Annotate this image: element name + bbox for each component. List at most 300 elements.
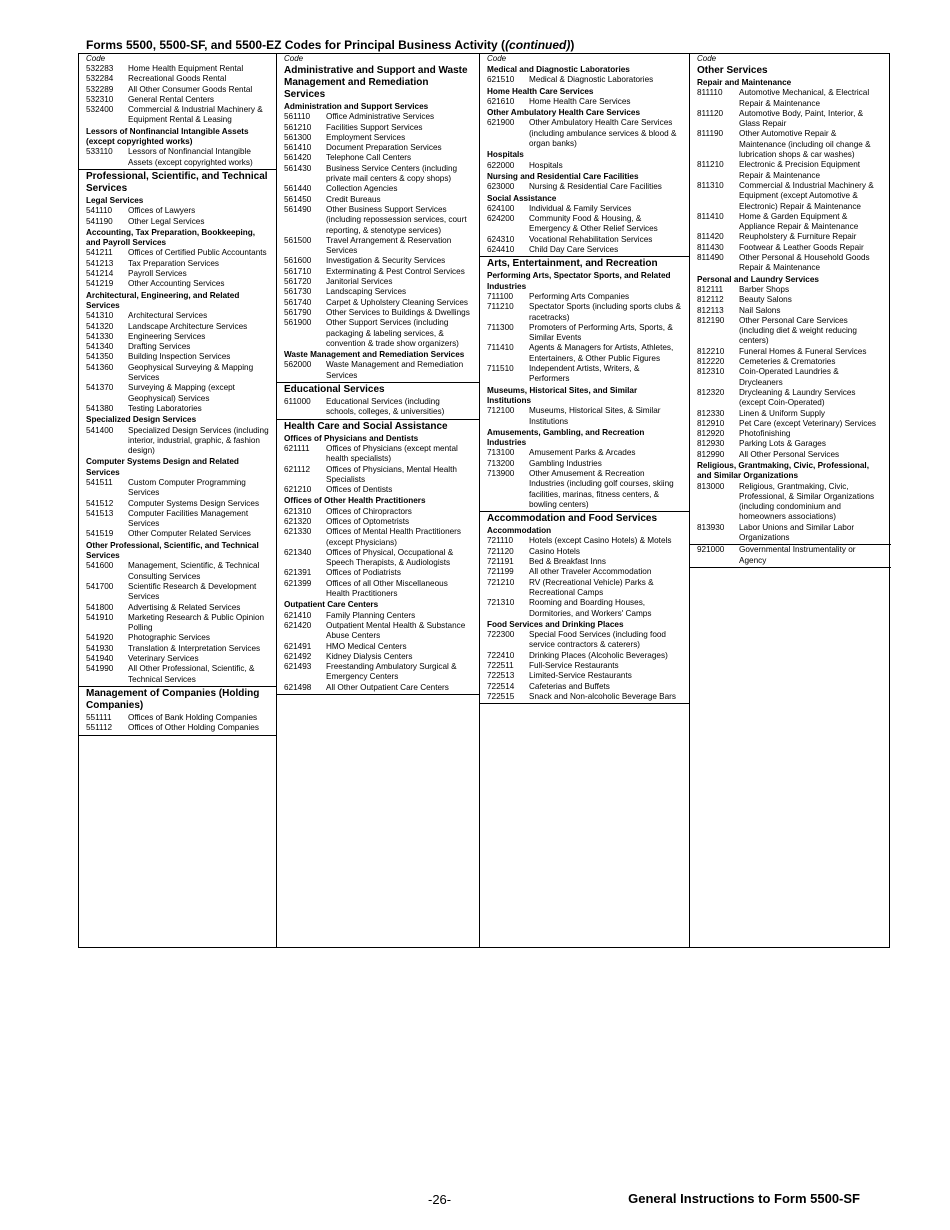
activity-code: 621330 <box>284 527 312 537</box>
activity-description: Child Day Care Services <box>529 245 619 255</box>
activity-code: 713200 <box>487 458 515 468</box>
subsection-heading: Other Professional, Scientific, and Technical Services <box>86 540 259 561</box>
code-row <box>697 88 884 109</box>
activity-description: RV (Recreational Vehicle) Parks & Recreational Camps <box>529 577 654 597</box>
activity-code: 812113 <box>697 305 724 315</box>
activity-code: 562000 <box>284 360 312 370</box>
code-row <box>86 426 269 457</box>
activity-description: Other Personal & Household Goods Repair & Maintenance <box>739 253 870 273</box>
activity-code: 541400 <box>86 425 114 435</box>
activity-code: 811420 <box>697 232 724 242</box>
activity-description: Home Health Equipment Rental <box>128 64 244 73</box>
activity-description: Commercial & Industrial Machinery & Equipment Rental & Leasing <box>128 105 263 125</box>
activity-description: Nursing & Residential Care Facilities <box>529 182 662 192</box>
activity-description: Offices of Optometrists <box>326 516 410 526</box>
code-row <box>284 611 472 621</box>
code-row <box>697 545 884 566</box>
code-row <box>284 277 472 287</box>
subsection-heading: Amusements, Gambling, and Recreation Industries <box>487 427 645 448</box>
code-row <box>487 459 682 469</box>
activity-code: 812330 <box>697 408 725 418</box>
activity-code: 722300 <box>487 630 515 640</box>
code-row <box>697 232 884 242</box>
activity-code: 812910 <box>697 418 725 428</box>
activity-description: Automotive Mechanical, & Electrical Repair & Maintenance <box>739 88 870 108</box>
activity-code: 561440 <box>284 184 312 194</box>
code-row <box>487 97 682 107</box>
code-row <box>86 363 269 384</box>
activity-code: 532284 <box>86 74 114 84</box>
activity-code: 621399 <box>284 578 312 588</box>
activity-code: 721310 <box>487 598 515 608</box>
activity-code: 812111 <box>697 284 724 294</box>
activity-code: 561730 <box>284 287 312 297</box>
subsection-heading: Computer Systems Design and Related Services <box>86 457 239 477</box>
code-row <box>86 259 269 269</box>
activity-code: 541513 <box>86 508 114 518</box>
activity-description: Other Accounting Services <box>128 279 225 289</box>
code-row <box>284 112 472 122</box>
code-row <box>697 212 884 233</box>
code-row <box>284 621 472 642</box>
activity-code: 711510 <box>487 364 514 374</box>
activity-code: 812310 <box>697 367 725 377</box>
activity-code: 561740 <box>284 297 312 307</box>
activity-description: Nail Salons <box>739 305 781 315</box>
activity-code: 541211 <box>86 248 113 258</box>
activity-description: Spectator Sports (including sports clubs & racetracks) <box>529 302 681 322</box>
subsection-heading: Other Ambulatory Health Care Services <box>487 108 641 118</box>
activity-code: 621210 <box>284 485 312 495</box>
code-row <box>284 133 472 143</box>
code-row <box>86 664 269 685</box>
code-row <box>487 661 682 671</box>
activity-description: Full-Service Restaurants <box>529 661 619 671</box>
activity-description: Scientific Research & Development Services <box>128 581 257 602</box>
code-row <box>86 64 269 74</box>
code-row <box>284 568 472 578</box>
code-row <box>86 269 269 279</box>
code-row <box>487 182 682 192</box>
code-row <box>86 206 269 216</box>
activity-description: Snack and Non-alcoholic Beverage Bars <box>529 691 677 701</box>
activity-description: Special Food Services (including food service contractors & caterers) <box>529 630 666 650</box>
activity-code: 541990 <box>86 664 114 674</box>
activity-code: 541110 <box>86 206 113 216</box>
code-row <box>86 644 269 654</box>
activity-description: Outpatient Mental Health & Substance Abuse Centers <box>326 620 466 641</box>
activity-code: 621320 <box>284 516 312 526</box>
activity-description: Offices of Lawyers <box>128 206 196 216</box>
activity-code: 624410 <box>487 245 515 255</box>
code-row <box>487 567 682 577</box>
code-row <box>697 285 884 295</box>
activity-code: 561900 <box>284 318 312 328</box>
section-title: Health Care and Social Assistance <box>284 420 448 432</box>
activity-code: 812112 <box>697 295 724 305</box>
activity-description: Reupholstery & Furniture Repair <box>739 232 857 242</box>
code-row <box>487 547 682 557</box>
code-row <box>284 465 472 486</box>
activity-code: 533110 <box>86 147 113 157</box>
activity-description: Electronic & Precision Equipment Repair & Maintenance <box>739 160 861 180</box>
code-row <box>86 248 269 258</box>
code-row <box>697 388 884 409</box>
activity-description: Landscape Architecture Services <box>128 321 248 331</box>
activity-code: 722515 <box>487 691 515 701</box>
code-row <box>284 164 472 185</box>
activity-code: 561420 <box>284 153 312 163</box>
subsection-heading: Offices of Other Health Practitioners <box>284 496 426 506</box>
section-title: Educational Services <box>284 384 385 396</box>
activity-description: Cafeterias and Buffets <box>529 681 610 691</box>
code-row <box>86 404 269 414</box>
subsection-heading: Repair and Maintenance <box>697 78 792 87</box>
activity-code: 722514 <box>487 681 515 691</box>
activity-description: Photographic Services <box>128 633 210 643</box>
code-row <box>487 682 682 692</box>
code-row <box>86 352 269 362</box>
activity-code: 721199 <box>487 567 514 577</box>
code-row <box>697 181 884 212</box>
activity-description: All Other Personal Services <box>739 449 840 459</box>
activity-description: Individual & Family Services <box>529 203 632 213</box>
activity-description: Offices of Dentists <box>326 485 393 495</box>
column-end-rule <box>480 703 689 704</box>
activity-description: Computer Systems Design Services <box>128 498 260 508</box>
activity-description: Other Automotive Repair & Maintenance (including oil change & lubrication shops & car washes) <box>739 129 871 160</box>
code-row <box>487 557 682 567</box>
activity-description: Offices of Other Holding Companies <box>128 723 259 733</box>
activity-code: 813000 <box>697 481 725 491</box>
activity-code: 811410 <box>697 211 724 221</box>
code-row <box>284 485 472 495</box>
activity-code: 541213 <box>86 258 114 268</box>
code-row <box>284 652 472 662</box>
code-row <box>697 243 884 253</box>
code-column-header: Code <box>284 54 304 63</box>
activity-code: 551111 <box>86 712 112 722</box>
activity-code: 621493 <box>284 662 312 672</box>
activity-description: Specialized Design Services (including interior, industrial, graphic, & fashion design) <box>128 425 269 456</box>
activity-code: 541214 <box>86 269 114 279</box>
activity-description: Building Inspection Services <box>128 352 231 362</box>
code-column-header: Code <box>487 54 507 63</box>
activity-description: Performing Arts Companies <box>529 291 630 301</box>
activity-description: Other Support Services (including packaging & labeling services, & convention & trade show organizers) <box>326 318 459 348</box>
activity-code: 561110 <box>284 112 311 122</box>
activity-code: 624200 <box>487 214 515 224</box>
activity-description: Community Food & Housing, & Emergency & Other Relief Services <box>529 214 658 234</box>
activity-description: Geophysical Surveying & Mapping Services <box>128 362 254 383</box>
code-row <box>697 429 884 439</box>
activity-description: Drycleaning & Laundry Services (except Coin-Operated) <box>739 387 856 408</box>
activity-description: All Other Professional, Scientific, & Technical Services <box>128 664 255 684</box>
activity-description: Custom Computer Programming Services <box>128 477 246 498</box>
code-row <box>284 205 472 236</box>
activity-description: Beauty Salons <box>739 295 792 305</box>
subsection-heading: Performing Arts, Spectator Sports, and Related Industries <box>487 271 671 291</box>
code-row <box>487 598 682 619</box>
activity-code: 621410 <box>284 610 312 620</box>
activity-description: Rooming and Boarding Houses, Dormitories, and Workers' Camps <box>529 598 652 618</box>
activity-code: 811190 <box>697 129 724 139</box>
code-section <box>79 686 276 735</box>
activity-description: Offices of all Other Miscellaneous Health Practitioners <box>326 578 448 599</box>
code-section <box>277 382 479 419</box>
activity-code: 541800 <box>86 602 114 612</box>
activity-description: Offices of Certified Public Accountants <box>128 248 267 258</box>
subsection-heading: Medical and Diagnostic Laboratories <box>487 65 630 74</box>
activity-code: 541920 <box>86 633 114 643</box>
code-row <box>697 523 884 544</box>
activity-code: 621498 <box>284 682 312 692</box>
subsection-heading: Offices of Physicians and Dentists <box>284 433 419 443</box>
section-title: Management of Companies (Holding Companies) <box>86 687 260 711</box>
activity-code: 624310 <box>487 234 515 244</box>
code-row <box>284 642 472 652</box>
activity-code: 813930 <box>697 522 725 532</box>
code-row <box>284 308 472 318</box>
code-row <box>284 143 472 153</box>
code-section <box>277 419 479 694</box>
activity-code: 541330 <box>86 331 114 341</box>
code-row <box>284 579 472 600</box>
code-row <box>86 633 269 643</box>
code-row <box>86 383 269 404</box>
code-row <box>86 322 269 332</box>
code-row <box>487 469 682 510</box>
subsection-heading: Lessors of Nonfinancial Intangible Assets (except copyrighted works) <box>86 126 249 147</box>
code-row <box>86 105 269 126</box>
activity-code: 921000 <box>697 545 725 555</box>
activity-code: 722513 <box>487 671 515 681</box>
section-title: Other Services <box>697 65 768 76</box>
activity-description: Engineering Services <box>128 331 206 341</box>
activity-code: 711210 <box>487 302 514 312</box>
activity-description: Cemeteries & Crematories <box>739 357 836 367</box>
activity-description: Management, Scientific, & Technical Consulting Services <box>128 561 260 581</box>
activity-description: Bed & Breakfast Inns <box>529 557 606 567</box>
code-section <box>79 64 276 169</box>
code-row <box>697 129 884 160</box>
code-row <box>697 295 884 305</box>
code-row <box>284 153 472 163</box>
activity-code: 561300 <box>284 132 312 142</box>
activity-description: Veterinary Services <box>128 654 199 664</box>
activity-description: Offices of Physicians (except mental health specialists) <box>326 443 458 464</box>
code-row <box>487 292 682 302</box>
activity-description: Other Legal Services <box>128 216 205 226</box>
code-section <box>690 65 891 544</box>
code-column-header: Code <box>697 54 717 63</box>
activity-code: 621492 <box>284 651 312 661</box>
subsection-heading: Legal Services <box>86 195 144 205</box>
activity-description: Educational Services (including schools, colleges, & universities) <box>326 397 445 417</box>
activity-description: Landscaping Services <box>326 287 407 297</box>
code-row <box>86 478 269 499</box>
activity-description: Home Health Care Services <box>529 96 631 106</box>
code-section <box>480 511 689 703</box>
code-section <box>480 65 689 256</box>
code-row <box>697 253 884 274</box>
activity-description: Other Ambulatory Health Care Services (including ambulance services & blood & organ banks) <box>529 118 677 149</box>
section-title: Arts, Entertainment, and Recreation <box>487 258 658 270</box>
activity-description: Janitorial Services <box>326 277 393 287</box>
activity-code: 621112 <box>284 464 311 474</box>
activity-code: 812320 <box>697 387 725 397</box>
page-title: Forms 5500, 5500-SF, and 5500-EZ Codes for Principal Business Activity ((continued)) <box>86 38 575 52</box>
code-row <box>487 235 682 245</box>
section-title: Accommodation and Food Services <box>487 513 658 525</box>
activity-code: 711100 <box>487 291 514 301</box>
code-row <box>697 439 884 449</box>
activity-description: Drinking Places (Alcoholic Beverages) <box>529 650 668 660</box>
column-end-rule <box>277 694 479 695</box>
subsection-heading: Architectural, Engineering, and Related Services <box>86 290 240 310</box>
activity-code: 561720 <box>284 277 312 287</box>
page-title-suffix: (continued) <box>505 38 571 52</box>
code-row <box>487 214 682 235</box>
activity-description: Agents & Managers for Artists, Athletes, Entertainers, & Other Public Figures <box>529 343 674 363</box>
activity-description: Amusement Parks & Arcades <box>529 448 636 458</box>
activity-code: 812920 <box>697 429 725 439</box>
codes-column-3 <box>479 54 689 947</box>
code-row <box>86 74 269 84</box>
code-row <box>86 311 269 321</box>
code-row <box>284 527 472 548</box>
subsection-heading: Accommodation <box>487 526 552 536</box>
code-row <box>284 195 472 205</box>
subsection-heading: Personal and Laundry Services <box>697 274 819 284</box>
subsection-heading: Nursing and Residential Care Facilities <box>487 171 639 181</box>
activity-code: 611000 <box>284 397 311 407</box>
code-row <box>284 318 472 349</box>
code-row <box>487 578 682 599</box>
code-row <box>284 444 472 465</box>
activity-code: 713900 <box>487 468 515 478</box>
activity-code: 622000 <box>487 160 515 170</box>
activity-description: Promoters of Performing Arts, Sports, & Similar Events <box>529 322 673 343</box>
activity-code: 811110 <box>697 88 723 98</box>
subsection-heading: Food Services and Drinking Places <box>487 619 624 629</box>
activity-code: 811120 <box>697 108 724 118</box>
code-section <box>79 169 276 686</box>
code-row <box>86 279 269 289</box>
activity-description: Computer Facilities Management Services <box>128 508 249 529</box>
code-row <box>284 236 472 257</box>
subsection-heading: Specialized Design Services <box>86 415 197 425</box>
activity-code: 812190 <box>697 315 725 325</box>
activity-description: Other Amusement & Recreation Industries (including golf courses, skiing facilities, marinas, fitness centers, & bowling centers) <box>529 468 674 509</box>
activity-description: Facilities Support Services <box>326 122 423 132</box>
column-end-rule <box>690 567 891 568</box>
code-row <box>284 662 472 683</box>
code-row <box>487 630 682 651</box>
code-row <box>697 357 884 367</box>
activity-description: Offices of Physical, Occupational & Speech Therapists, & Audiologists <box>326 547 454 568</box>
activity-description: Other Business Support Services (including repossession services, court reporting, & stenotype services) <box>326 204 467 235</box>
activity-code: 621900 <box>487 118 515 128</box>
activity-code: 561600 <box>284 256 312 266</box>
activity-code: 811430 <box>697 242 724 252</box>
activity-description: Casino Hotels <box>529 546 580 556</box>
code-row <box>86 654 269 664</box>
code-row <box>284 256 472 266</box>
code-row <box>487 245 682 255</box>
activity-code: 532289 <box>86 84 114 94</box>
activity-code: 711300 <box>487 322 514 332</box>
code-row <box>86 217 269 227</box>
activity-code: 621491 <box>284 641 312 651</box>
activity-code: 561210 <box>284 122 312 132</box>
code-section <box>480 256 689 511</box>
code-row <box>697 482 884 523</box>
activity-code: 621510 <box>487 75 515 85</box>
code-row <box>284 360 472 381</box>
activity-code: 721210 <box>487 577 515 587</box>
footer-title: General Instructions to Form 5500-SF <box>628 1191 860 1206</box>
code-row <box>487 406 682 427</box>
activity-description: General Rental Centers <box>128 94 215 104</box>
activity-code: 561410 <box>284 143 312 153</box>
code-row <box>697 419 884 429</box>
activity-code: 541940 <box>86 654 114 664</box>
code-row <box>487 448 682 458</box>
activity-code: 551112 <box>86 723 113 733</box>
activity-description: Offices of Chiropractors <box>326 506 412 516</box>
code-row <box>487 651 682 661</box>
section-title: Administrative and Support and Waste Management and Remediation Services <box>284 65 468 100</box>
activity-code: 621610 <box>487 96 515 106</box>
activity-code: 561790 <box>284 307 312 317</box>
activity-description: Tax Preparation Services <box>128 258 220 268</box>
activity-code: 532283 <box>86 64 114 73</box>
activity-description: Limited-Service Restaurants <box>529 671 632 681</box>
activity-description: Freestanding Ambulatory Surgical & Emergency Centers <box>326 662 457 682</box>
code-row <box>697 450 884 460</box>
page-title-text: Forms 5500, 5500-SF, and 5500-EZ Codes for Principal Business Activity <box>86 38 498 52</box>
code-row <box>86 499 269 509</box>
code-row <box>284 267 472 277</box>
activity-code: 721191 <box>487 557 514 567</box>
activity-description: All other Traveler Accommodation <box>529 567 652 577</box>
code-row <box>487 323 682 344</box>
activity-code: 722511 <box>487 661 514 671</box>
code-row <box>487 671 682 681</box>
code-row <box>487 75 682 85</box>
activity-description: Photofinishing <box>739 429 791 439</box>
code-row <box>487 536 682 546</box>
activity-code: 541340 <box>86 342 114 352</box>
activity-description: Footwear & Leather Goods Repair <box>739 242 864 252</box>
code-section <box>690 544 891 567</box>
code-row <box>284 298 472 308</box>
activity-code: 621111 <box>284 443 310 453</box>
activity-code: 541350 <box>86 352 114 362</box>
code-row <box>284 397 472 418</box>
code-row <box>86 613 269 634</box>
activity-code: 812990 <box>697 449 725 459</box>
code-row <box>487 343 682 364</box>
code-row <box>697 409 884 419</box>
activity-description: Vocational Rehabilitation Services <box>529 234 653 244</box>
activity-description: Pet Care (except Veterinary) Services <box>739 418 876 428</box>
activity-description: Investigation & Security Services <box>326 256 446 266</box>
activity-code: 621310 <box>284 506 312 516</box>
activity-description: Payroll Services <box>128 269 187 279</box>
code-row <box>487 118 682 149</box>
